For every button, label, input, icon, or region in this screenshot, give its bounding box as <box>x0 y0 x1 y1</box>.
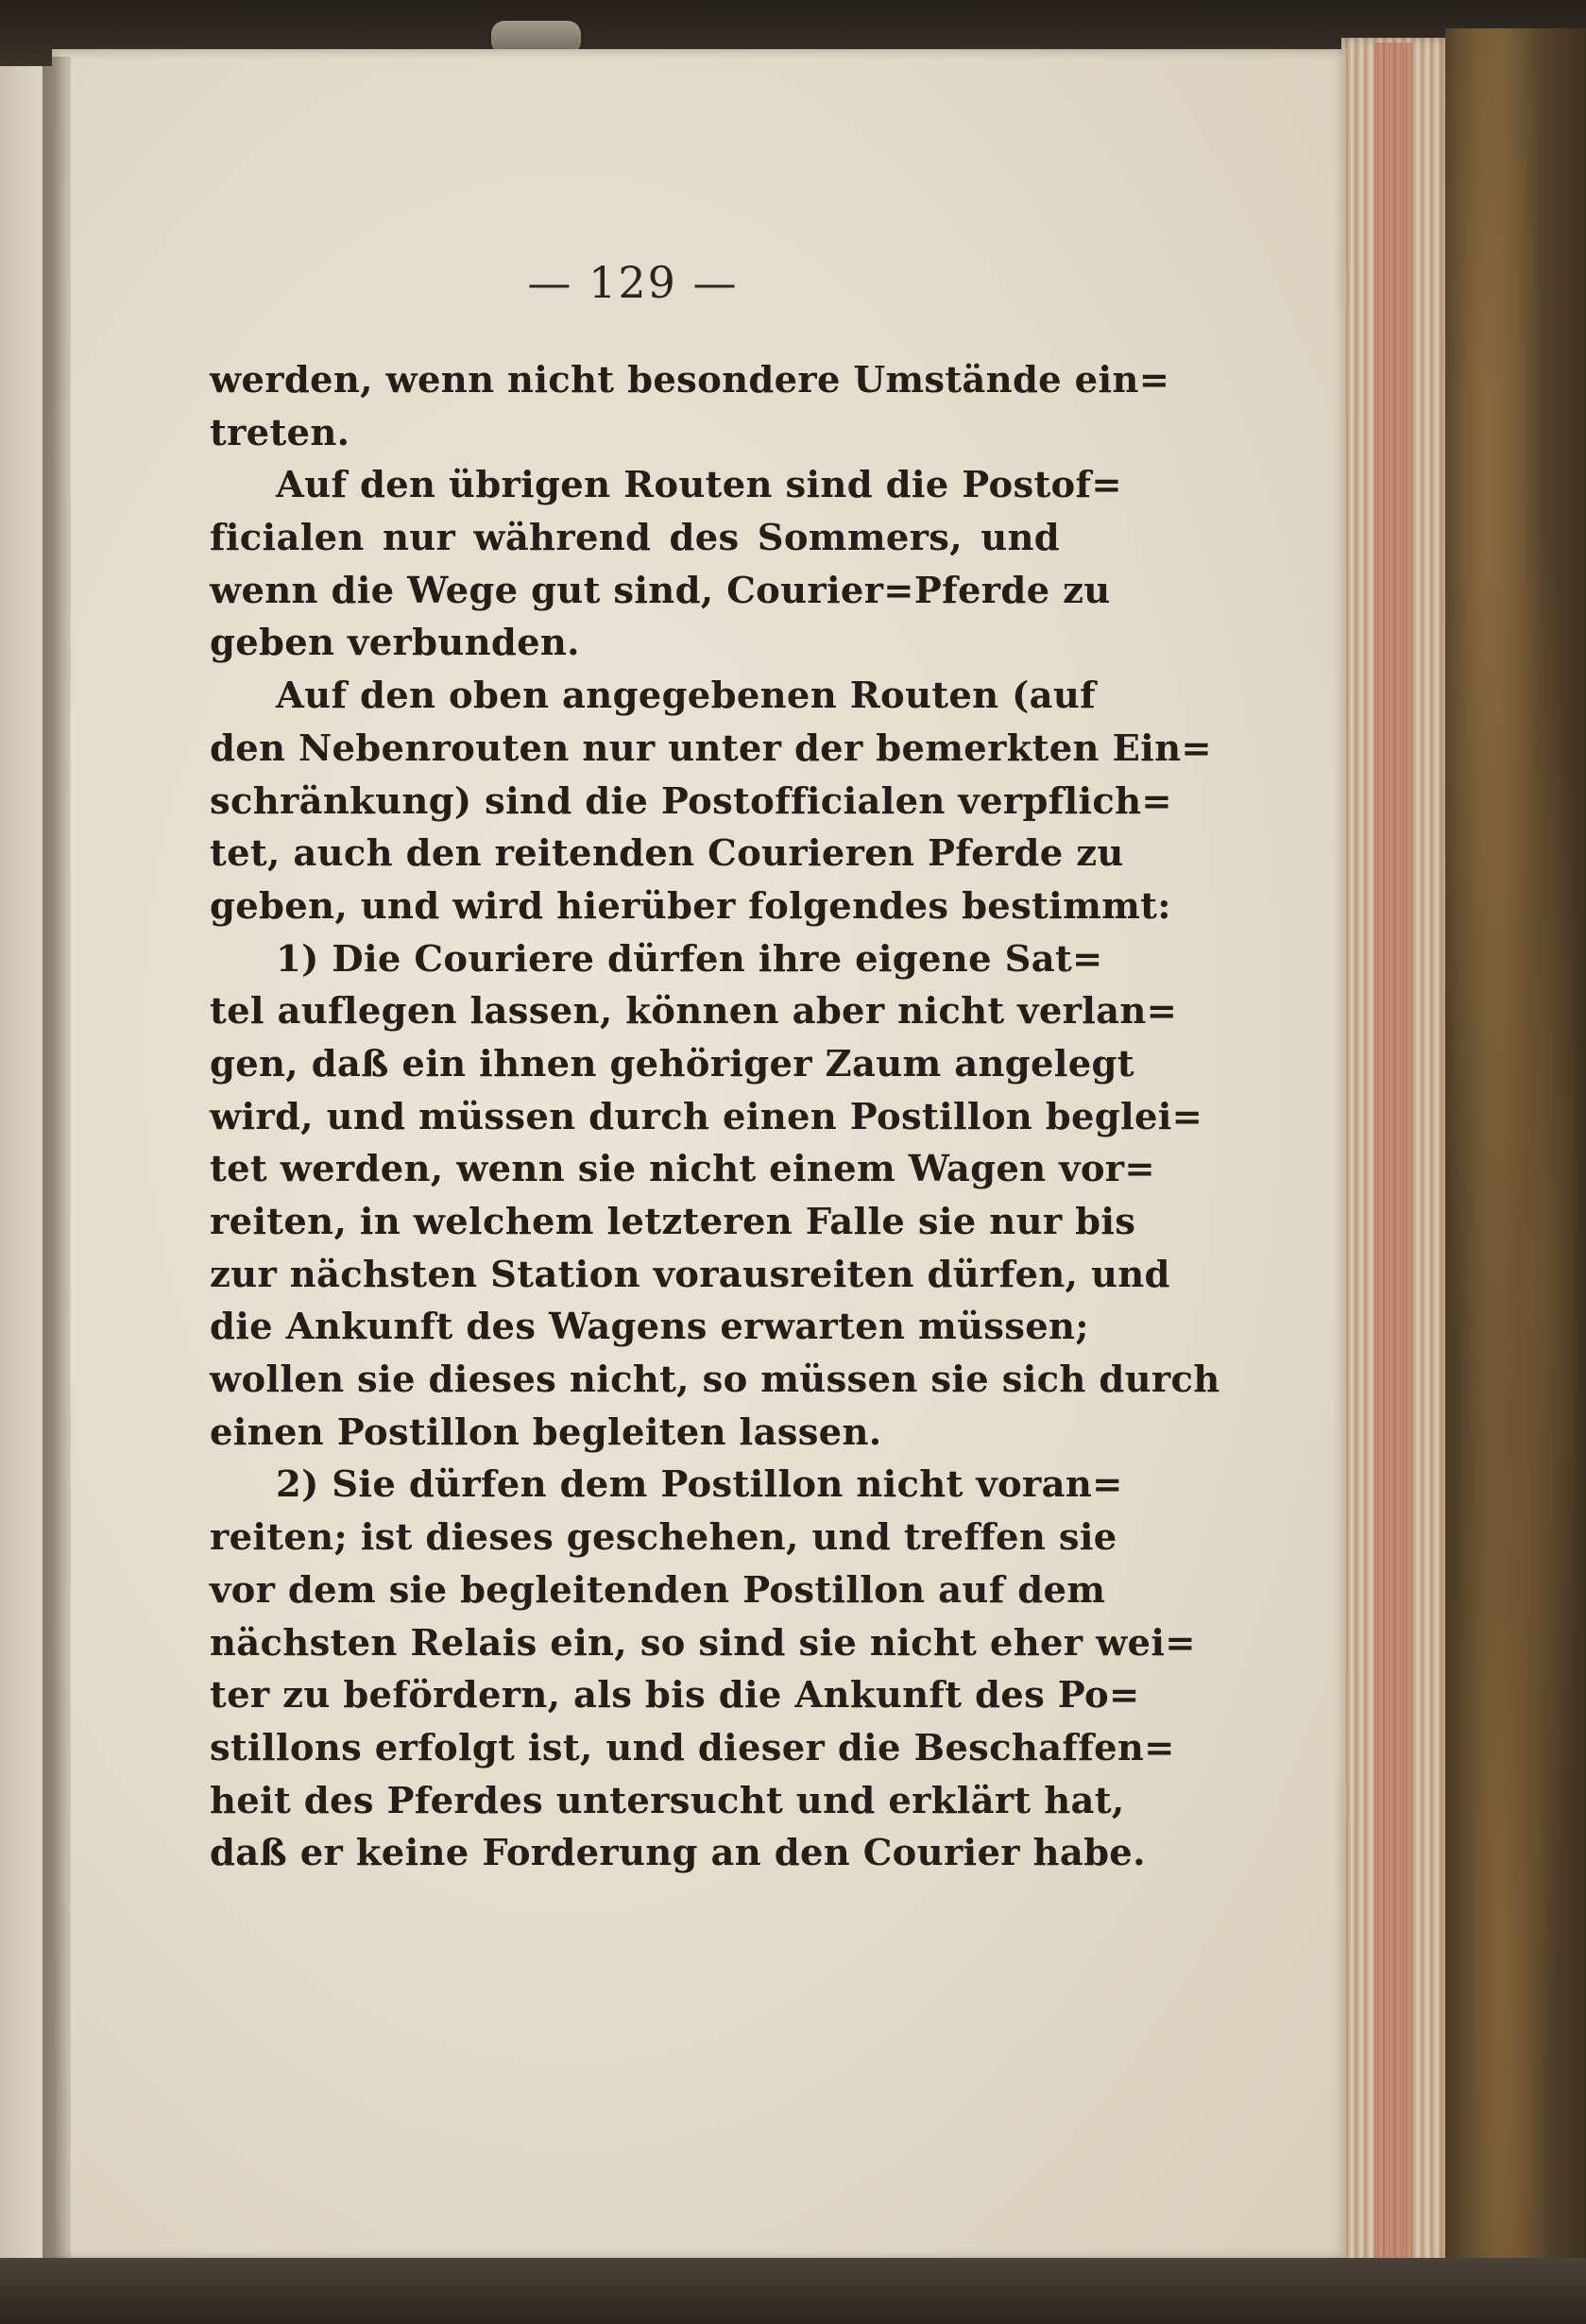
text-line: schränkung) sind die Postofficialen verpflich= <box>210 779 1172 823</box>
text-line: daß er keine Forderung an den Courier habe. <box>210 1832 1146 1875</box>
gutter-shadow <box>43 57 71 2277</box>
page-number: — 129 — <box>527 257 739 308</box>
text-line: zur nächsten Station vorausreiten dürfen, und <box>210 1253 1170 1296</box>
text-line: wollen sie dieses nicht, so müssen sie sich durch <box>210 1359 1220 1402</box>
bottom-shadow <box>0 2258 1586 2324</box>
text-line: heit des Pferdes untersucht und erklärt hat, <box>210 1779 1125 1822</box>
text-line: reiten; ist dieses geschehen, und treffen sie <box>210 1516 1117 1560</box>
text-line: ter zu befördern, als bis die Ankunft des Po= <box>210 1674 1140 1717</box>
text-line: tet, auch den reitenden Courieren Pferde zu <box>210 832 1124 876</box>
text-line: 1) Die Couriere dürfen ihre eigene Sat= <box>276 937 1103 981</box>
marbled-back-cover <box>1445 28 1586 2296</box>
page-body-text <box>210 354 1220 1880</box>
text-line: stillons erfolgt ist, und dieser die Beschaffen= <box>210 1726 1175 1769</box>
text-line: Auf den oben angegebenen Routen (auf <box>276 675 1097 718</box>
text-line: einen Postillon begleiten lassen. <box>210 1410 882 1454</box>
text-line: treten. <box>210 411 350 454</box>
text-line: 2) Sie dürfen dem Postillon nicht voran= <box>276 1463 1123 1507</box>
text-line: tel auflegen lassen, können aber nicht verlan= <box>210 990 1178 1034</box>
text-line: ficialen nur während des Sommers, und <box>210 517 1060 560</box>
text-line: werden, wenn nicht besondere Umstände ein= <box>210 359 1170 402</box>
text-line: nächsten Relais ein, so sind sie nicht eher wei= <box>210 1621 1196 1665</box>
text-line: die Ankunft des Wagens erwarten müssen; <box>210 1306 1089 1349</box>
text-line: geben, und wird hierüber folgendes bestimmt: <box>210 884 1171 928</box>
text-line: Auf den übrigen Routen sind die Postof= <box>276 464 1122 507</box>
text-line: wenn die Wege gut sind, Courier=Pferde zu <box>210 569 1111 612</box>
text-line: gen, daß ein ihnen gehöriger Zaum angelegt <box>210 1042 1134 1085</box>
text-line: reiten, in welchem letzteren Falle sie nur bis <box>210 1201 1136 1243</box>
text-line: wird, und müssen durch einen Postillon beglei= <box>210 1095 1203 1138</box>
text-line: tet werden, wenn sie nicht einem Wagen vor= <box>210 1148 1155 1191</box>
text-line: geben verbunden. <box>210 622 580 665</box>
text-line: vor dem sie begleitenden Postillon auf dem <box>210 1568 1106 1612</box>
text-line: den Nebenrouten nur unter der bemerkten Ein= <box>210 726 1212 770</box>
page-fore-edge-red <box>1374 43 1412 2272</box>
